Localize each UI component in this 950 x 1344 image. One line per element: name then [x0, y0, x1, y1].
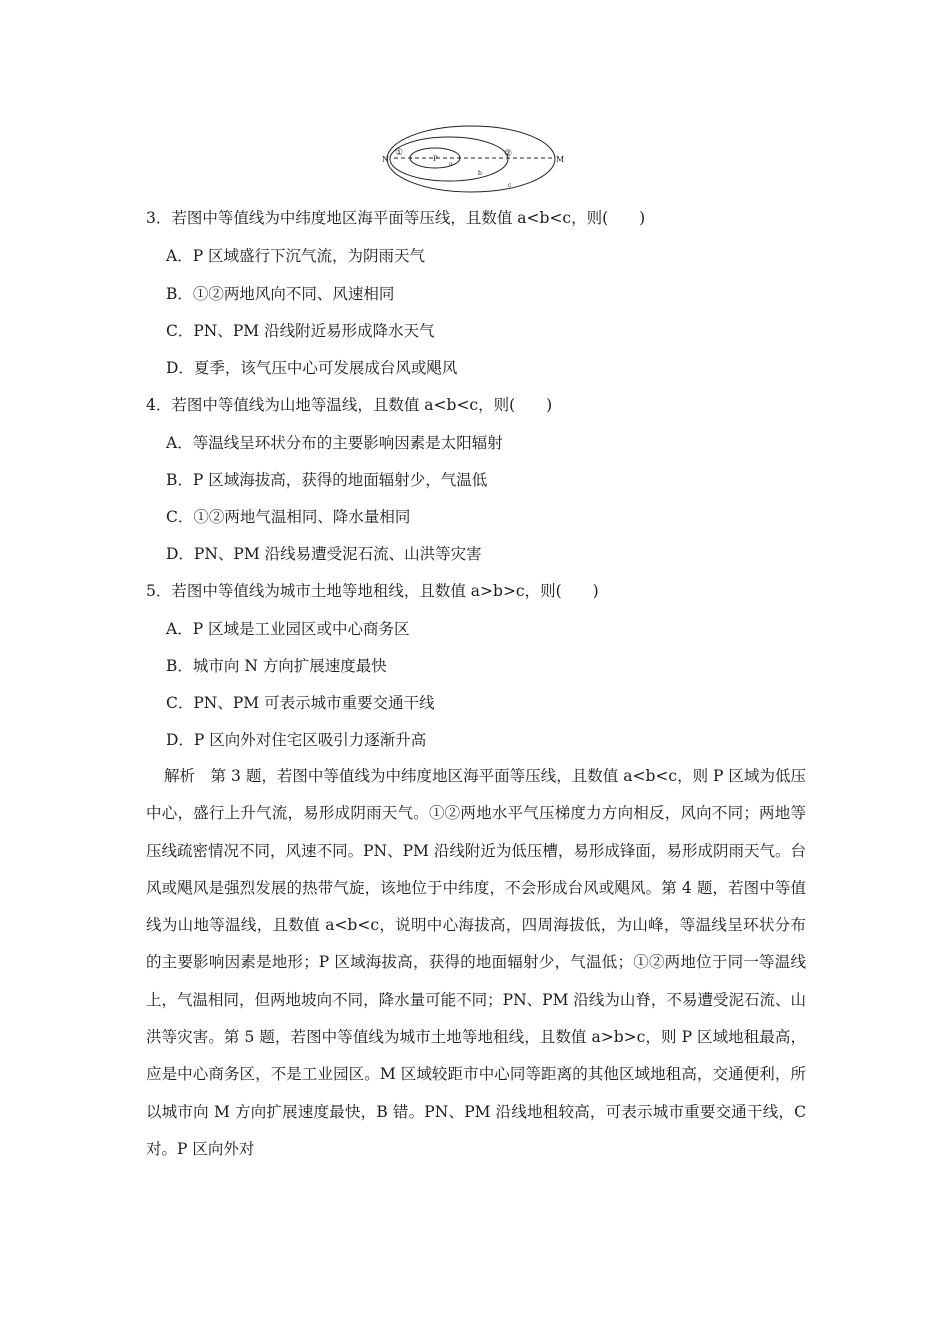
analysis-paragraph: 解析 第 3 题，若图中等值线为中纬度地区海平面等压线，且数值 a<b<c，则 P 区域为低压中心，盛行上升气流，易形成阴雨天气。①②两地水平气压梯度力方向相反，风向不同；两地等压线疏密情况不同，风速不同。PN、PM 沿线附近为低压槽，易形成锋面，易形成阴雨天气。台风或飓风是强烈发展的热带气旋，该地位于中纬度，不会形成台风或飓风。第 4 题，若图中等值线为山地等温线，且数值 a<b<c，说明中心海拔高，四周海拔低，为山峰，等温线呈环状分布的主要影响因素是地形；P 区域海拔高，获得的地面辐射少，气温低；①②两地位于同一等温线上，气温相同，但两地坡向不同，降水量可能不同；PN、PM 沿线为山脊，不易遭受泥石流、山洪等灾害。第 5 题，若图中等值线为城市土地等地租线，且数值 a>b>c，则 P 区域地租最高，应是中心商务区，不是工业园区。M 区域较距市中心同等距离的其他区域地租高，交通便利，所以城市向 M 方向扩展速度最快，B 错。PN、PM 沿线地租较高，可表示城市重要交通干线，C 对。P 区向外对 — [146, 767, 806, 1158]
label-circle-2: ② — [504, 149, 513, 159]
question-3-option-d: D．夏季，该气压中心可发展成台风或飓风 — [166, 359, 458, 377]
question-5-stem: 5．若图中等值线为城市土地等地租线，且数值 a>b>c，则( ) — [146, 582, 599, 600]
question-4-option-a: A．等温线呈环状分布的主要影响因素是太阳辐射 — [166, 434, 503, 452]
question-4-option-c: C．①②两地气温相同、降水量相同 — [166, 508, 411, 526]
label-c: c — [508, 182, 512, 189]
question-3-option-c: C．PN、PM 沿线附近易形成降水天气 — [166, 322, 435, 340]
question-3-option-a: A．P 区域盛行下沉气流，为阴雨天气 — [166, 247, 426, 265]
question-5-option-c: C．PN、PM 可表示城市重要交通干线 — [166, 694, 435, 712]
label-circle-1: ① — [395, 148, 404, 158]
question-4-stem: 4．若图中等值线为山地等温线，且数值 a<b<c，则( ) — [146, 396, 553, 414]
question-3-option-b: B．①②两地风向不同、风速相同 — [166, 285, 395, 303]
question-5-option-b: B．城市向 N 方向扩展速度最快 — [166, 657, 387, 675]
question-5-option-d: D．P 区向外对住宅区吸引力逐渐升高 — [166, 731, 427, 749]
question-5-option-a: A．P 区域是工业园区或中心商务区 — [166, 620, 410, 638]
isoline-diagram — [380, 124, 570, 194]
question-4-option-d: D．PN、PM 沿线易遭受泥石流、山洪等灾害 — [166, 545, 482, 563]
label-n: N — [382, 155, 389, 164]
label-a: a — [449, 161, 453, 168]
label-p: P — [433, 155, 438, 163]
label-m: M — [556, 155, 565, 164]
isoline-c — [387, 126, 555, 192]
question-3-stem: 3．若图中等值线为中纬度地区海平面等压线，且数值 a<b<c，则( ) — [146, 209, 646, 227]
label-b: b — [478, 170, 482, 177]
question-4-option-b: B．P 区域海拔高，获得的地面辐射少，气温低 — [166, 471, 488, 489]
isoline-b — [390, 137, 508, 181]
